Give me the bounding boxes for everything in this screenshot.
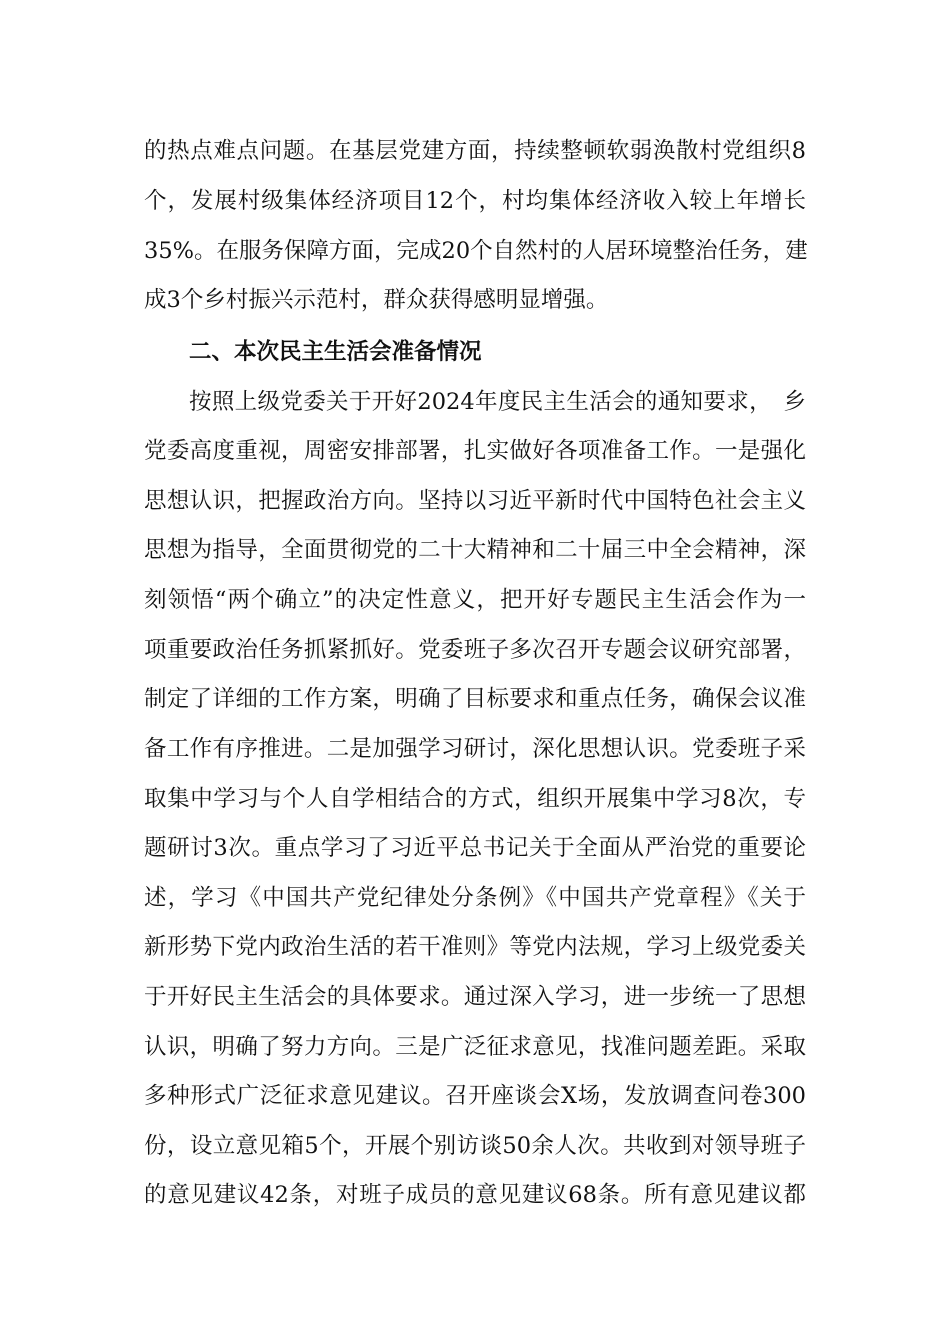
paragraph-line: 35%。在服务保障方面，完成20个自然村的人居环境整治任务，建 bbox=[144, 238, 808, 264]
paragraph-line: 思想认识，把握政治方向。坚持以习近平新时代中国特色社会主义 bbox=[144, 488, 806, 514]
paragraph-line: 制定了详细的工作方案，明确了目标要求和重点任务，确保会议准 bbox=[144, 686, 806, 712]
paragraph-line: 份，设立意见箱5个，开展个别访谈50余人次。共收到对领导班子 bbox=[144, 1133, 806, 1159]
paragraph-line: 述，学习《中国共产党纪律处分条例》《中国共产党章程》《关于 bbox=[144, 885, 806, 911]
paragraph-line: 党委高度重视，周密安排部署，扎实做好各项准备工作。一是强化 bbox=[144, 438, 806, 464]
paragraph-line: 的意见建议42条，对班子成员的意见建议68条。所有意见建议都 bbox=[144, 1182, 806, 1208]
paragraph-line: 备工作有序推进。二是加强学习研讨，深化思想认识。党委班子采 bbox=[144, 736, 806, 762]
paragraph-line: 按照上级党委关于开好2024年度民主生活会的通知要求， 乡 bbox=[189, 389, 806, 415]
paragraph-line: 项重要政治任务抓紧抓好。党委班子多次召开专题会议研究部署， bbox=[144, 637, 806, 663]
paragraph-line: 个，发展村级集体经济项目12个，村均集体经济收入较上年增长 bbox=[144, 188, 806, 214]
paragraph-line: 题研讨3次。重点学习了习近平总书记关于全面从严治党的重要论 bbox=[144, 835, 806, 861]
paragraph-line: 于开好民主生活会的具体要求。通过深入学习，进一步统一了思想 bbox=[144, 984, 806, 1010]
paragraph-line: 的热点难点问题。在基层党建方面，持续整顿软弱涣散村党组织8 bbox=[144, 138, 806, 164]
paragraph-line: 刻领悟“两个确立”的决定性意义，把开好专题民主生活会作为一 bbox=[144, 587, 806, 613]
paragraph-line: 取集中学习与个人自学相结合的方式，组织开展集中学习8次，专 bbox=[144, 786, 806, 812]
paragraph-line: 多种形式广泛征求意见建议。召开座谈会X场，发放调查问卷300 bbox=[144, 1083, 806, 1109]
paragraph-line: 思想为指导，全面贯彻党的二十大精神和二十届三中全会精神，深 bbox=[144, 537, 806, 563]
paragraph-line: 成3个乡村振兴示范村，群众获得感明显增强。 bbox=[144, 287, 609, 313]
paragraph-line: 认识，明确了努力方向。三是广泛征求意见，找准问题差距。采取 bbox=[144, 1034, 806, 1060]
paragraph-line: 新形势下党内政治生活的若干准则》等党内法规，学习上级党委关 bbox=[144, 934, 806, 960]
section-heading: 二、本次民主生活会准备情况 bbox=[189, 339, 482, 365]
